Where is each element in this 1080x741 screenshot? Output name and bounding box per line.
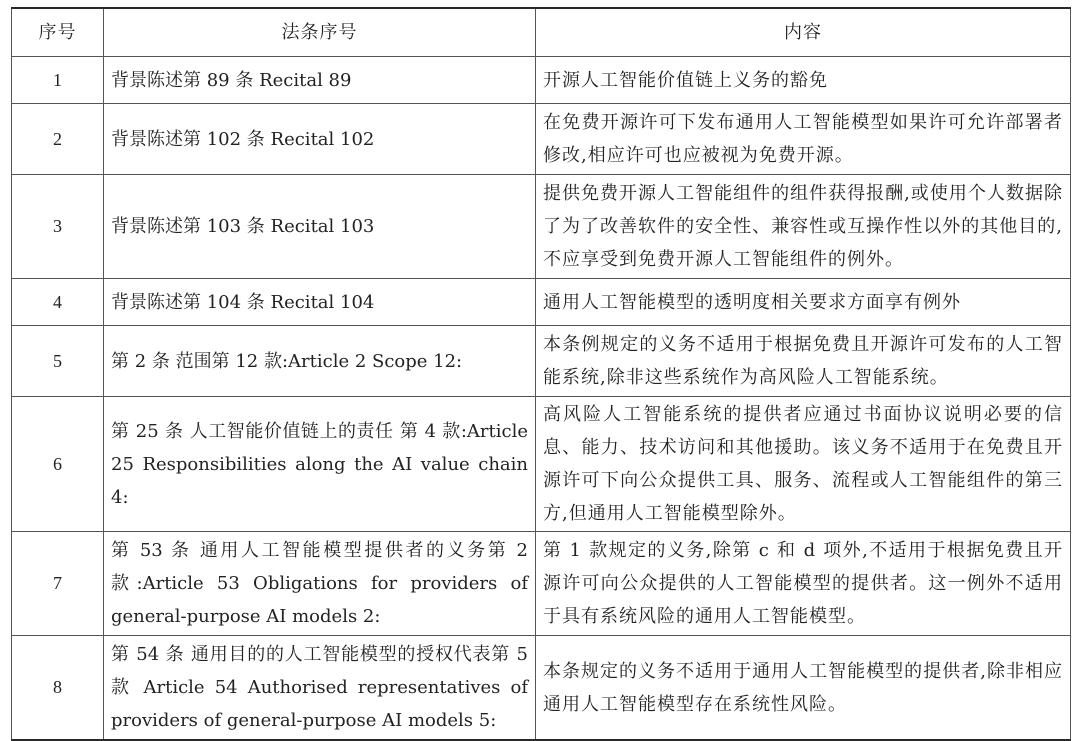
row-number: 8: [12, 636, 104, 741]
table-row: [12, 104, 1071, 175]
table-row: [12, 175, 1071, 279]
article-reference: 第 25 条 人工智能价值链上的责任 第 4 款:Article 25 Responsibilities along the AI value chain 4:: [104, 397, 536, 532]
header-no: 序号: [12, 8, 104, 57]
table-row: [12, 636, 1071, 741]
row-number: 5: [12, 326, 104, 397]
table-header-row: [12, 8, 1071, 57]
row-number: 7: [12, 532, 104, 636]
provision-content: 本条规定的义务不适用于通用人工智能模型的提供者,除非相应通用人工智能模型存在系统性风险。: [536, 636, 1071, 741]
article-reference: 第 2 条 范围第 12 款:Article 2 Scope 12:: [104, 326, 536, 397]
article-reference: 第 54 条 通用目的的人工智能模型的授权代表第 5 款 Article 54 Authorised representatives of providers of general-purpose AI models 5:: [104, 636, 536, 741]
table-row: [12, 57, 1071, 104]
article-reference: 第 53 条 通用人工智能模型提供者的义务第 2 款:Article 53 Obligations for providers of general-purpose AI models 2:: [104, 532, 536, 636]
provision-content: 高风险人工智能系统的提供者应通过书面协议说明必要的信息、能力、技术访问和其他援助。该义务不适用于在免费且开源许可下向公众提供工具、服务、流程或人工智能组件的第三方,但通用人工智能模型除外。: [536, 397, 1071, 532]
article-reference: 背景陈述第 89 条 Recital 89: [104, 57, 536, 104]
header-content: 内容: [536, 8, 1071, 57]
provision-content: 第 1 款规定的义务,除第 c 和 d 项外,不适用于根据免费且开源许可向公众提供的人工智能模型的提供者。这一例外不适用于具有系统风险的通用人工智能模型。: [536, 532, 1071, 636]
law-provisions-table: [11, 7, 1071, 741]
row-number: 2: [12, 104, 104, 175]
article-reference: 背景陈述第 103 条 Recital 103: [104, 175, 536, 279]
row-number: 1: [12, 57, 104, 104]
table-row: [12, 326, 1071, 397]
provision-content: 开源人工智能价值链上义务的豁免: [536, 57, 1071, 104]
table-row: [12, 532, 1071, 636]
row-number: 6: [12, 397, 104, 532]
provision-content: 提供免费开源人工智能组件的组件获得报酬,或使用个人数据除了为了改善软件的安全性、兼容性或互操作性以外的其他目的,不应享受到免费开源人工智能组件的例外。: [536, 175, 1071, 279]
table-row: [12, 397, 1071, 532]
provision-content: 在免费开源许可下发布通用人工智能模型如果许可允许部署者修改,相应许可也应被视为免费开源。: [536, 104, 1071, 175]
provision-content: 本条例规定的义务不适用于根据免费且开源许可发布的人工智能系统,除非这些系统作为高风险人工智能系统。: [536, 326, 1071, 397]
row-number: 4: [12, 279, 104, 326]
provision-content: 通用人工智能模型的透明度相关要求方面享有例外: [536, 279, 1071, 326]
table-row: [12, 279, 1071, 326]
article-reference: 背景陈述第 102 条 Recital 102: [104, 104, 536, 175]
article-reference: 背景陈述第 104 条 Recital 104: [104, 279, 536, 326]
row-number: 3: [12, 175, 104, 279]
header-article: 法条序号: [104, 8, 536, 57]
